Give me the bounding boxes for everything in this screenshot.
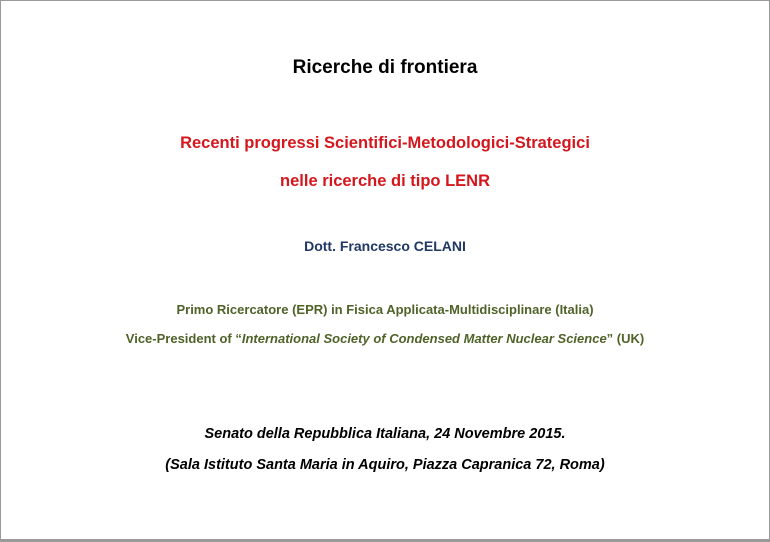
affiliation-suffix: ” (UK) [606, 331, 645, 346]
affiliation-organization: International Society of Condensed Matter Nuclear Science [241, 331, 607, 346]
subtitle-line-2: nelle ricerche di tipo LENR [280, 172, 490, 190]
affiliation-prefix: Vice-President of “ [125, 331, 242, 346]
page-title: Ricerche di frontiera [292, 57, 478, 78]
event-line-2: (Sala Istituto Santa Maria in Aquiro, Piazza Capranica 72, Roma) [165, 457, 605, 473]
event-line-1: Senato della Repubblica Italiana, 24 Novembre 2015. [204, 426, 566, 442]
subtitle-line-1: Recenti progressi Scientifici-Metodologici-Strategici [180, 134, 590, 152]
affiliation-line-2 [1, 331, 769, 346]
affiliation-line-1: Primo Ricercatore (EPR) in Fisica Applicata-Multidisciplinare (Italia) [176, 302, 594, 317]
author-name: Dott. Francesco CELANI [304, 238, 466, 254]
